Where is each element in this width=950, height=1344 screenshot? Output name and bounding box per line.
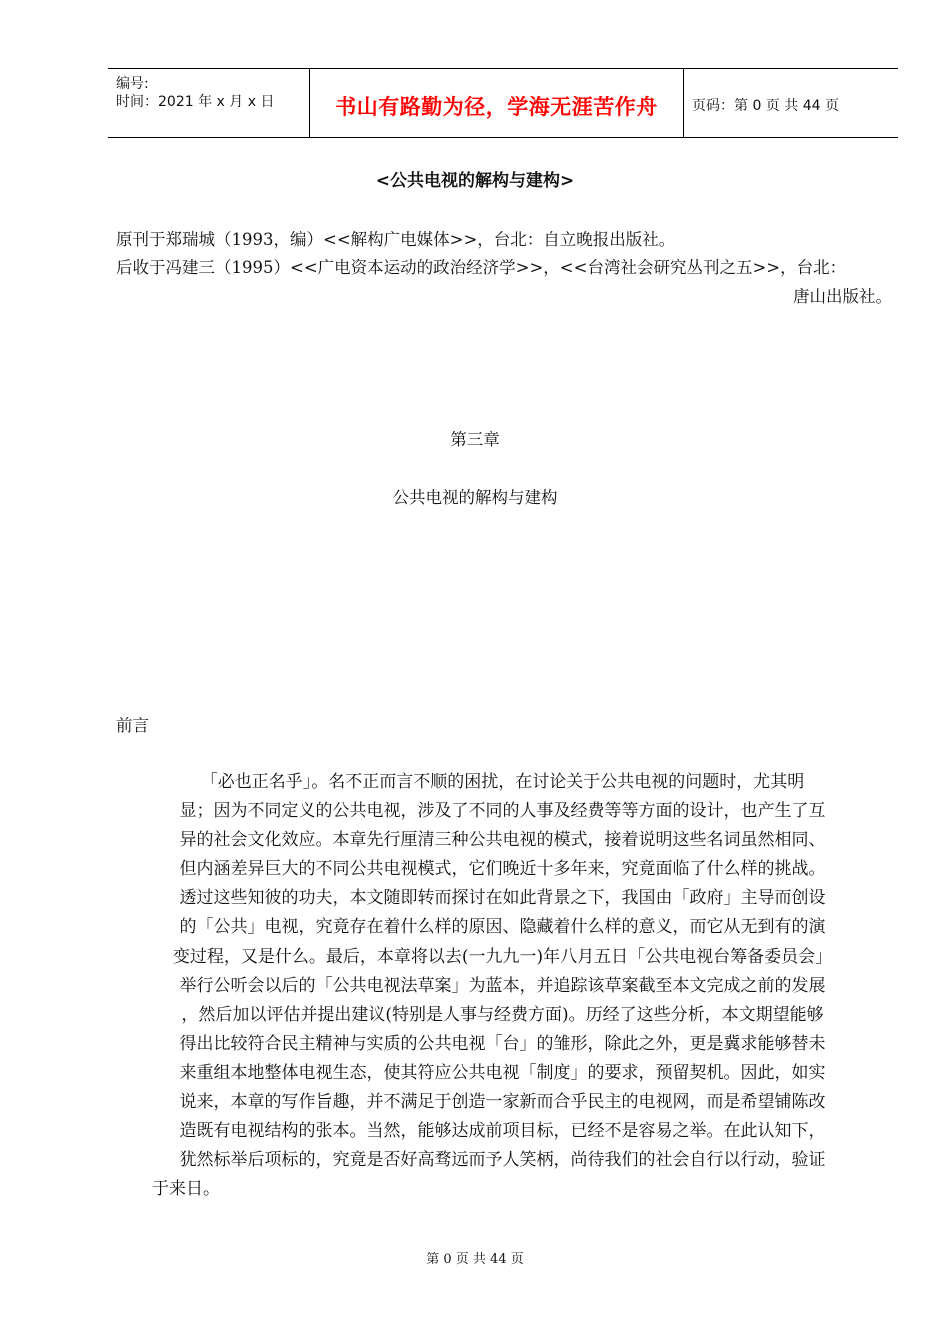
- paragraph-line: 异的社会文化效应。本章先行厘清三种公共电视的模式，接着说明这些名词虽然相同、: [179, 830, 826, 851]
- document-title: <公共电视的解构与建构>: [375, 171, 575, 191]
- header-page-cell: [684, 69, 898, 137]
- paragraph-line: 得出比较符合民主精神与实质的公共电视「台」的雏形，除此之外，更是冀求能够替未: [179, 1033, 826, 1054]
- paragraph-line: 但内涵差异巨大的不同公共电视模式，它们晚近十多年来，究竟面临了什么样的挑战。: [179, 859, 826, 880]
- time-label: 时间：2021 年 x 月 x 日: [116, 94, 275, 110]
- paragraph-line: 于来日。: [152, 1179, 220, 1200]
- page-footer: 第 0 页 共 44 页: [426, 1252, 524, 1267]
- paragraph-line: ，然后加以评估并提出建议(特别是人事与经费方面)。历经了这些分析，本文期望能够: [181, 1004, 824, 1025]
- source-line-2: 后收于冯建三（1995）<<广电资本运动的政治经济学>>，<<台湾社会研究丛刊之五>>，台北：: [116, 258, 847, 277]
- source-line-3: 唐山出版社。: [793, 287, 892, 306]
- paragraph-line: 「必也正名乎」。名不正而言不顺的困扰，在讨论关于公共电视的问题时，尤其明: [200, 772, 805, 792]
- page-info: 页码：第 0 页 共 44 页: [692, 98, 839, 114]
- header-motto-cell: [310, 69, 684, 137]
- paragraph-line: 说来，本章的写作旨趣，并不满足于创造一家新而合乎民主的电视网，而是希望铺陈改: [179, 1092, 826, 1113]
- header-left-cell: [108, 69, 310, 137]
- paragraph-line: 的「公共」电视，究竟存在着什么样的原因、隐藏着什么样的意义，而它从无到有的演: [179, 917, 826, 938]
- chapter-title: 公共电视的解构与建构: [392, 488, 558, 507]
- section-heading: 前言: [116, 716, 149, 735]
- paragraph-line: 透过这些知彼的功夫，本文随即转而探讨在如此背景之下，我国由「政府」主导而创设: [179, 888, 826, 909]
- paragraph-line: 变过程，又是什么。最后，本章将以去(一九九一)年八月五日「公共电视台筹备委员会」: [172, 946, 833, 967]
- paragraph-line: 犹然标举后项标的，究竟是否好高骛远而予人笑柄，尚待我们的社会自行以行动，验证: [179, 1150, 826, 1171]
- paragraph-line: 来重组本地整体电视生态，使其符应公共电视「制度」的要求，预留契机。因此，如实: [179, 1062, 826, 1083]
- paragraph-line: 显；因为不同定义的公共电视，涉及了不同的人事及经费等等方面的设计，也产生了互: [179, 801, 826, 822]
- chapter-number: 第三章: [450, 430, 500, 449]
- number-label: 编号:: [116, 76, 149, 92]
- intro-paragraph: [130, 768, 875, 1204]
- paragraph-line: 造既有电视结构的张本。当然，能够达成前项目标，已经不是容易之举。在此认知下，: [179, 1121, 826, 1142]
- source-line-1: 原刊于郑瑞城（1993，编）<<解构广电媒体>>，台北：自立晚报出版社。: [116, 230, 676, 249]
- header-table: [108, 68, 898, 138]
- motto-text: 书山有路勤为径，学海无涯苦作舟: [335, 95, 658, 119]
- paragraph-line: 举行公听会以后的「公共电视法草案」为蓝本，并追踪该草案截至本文完成之前的发展: [179, 975, 826, 996]
